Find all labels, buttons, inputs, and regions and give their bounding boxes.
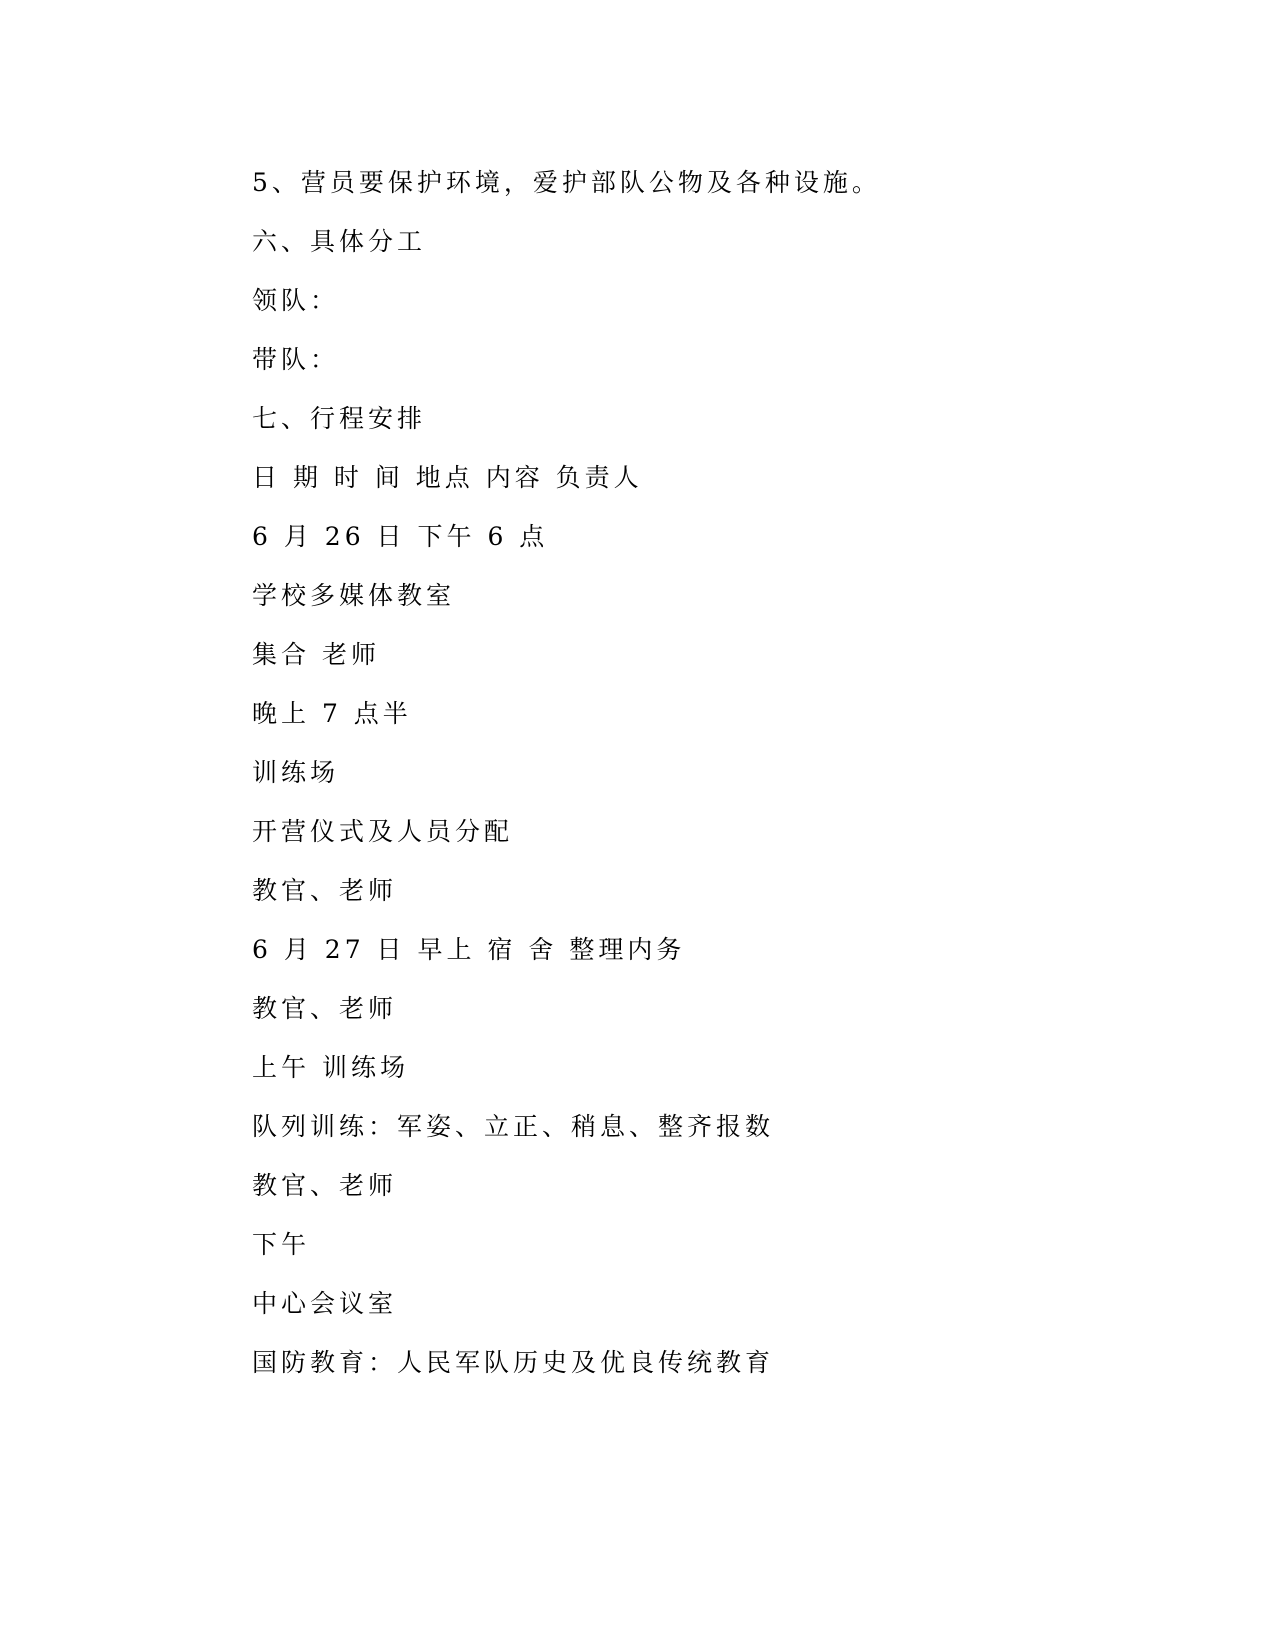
itinerary-line: 教官、老师 [252, 1171, 398, 1200]
itinerary-line: 教官、老师 [252, 876, 398, 905]
itinerary-header-line: 日 期 时 间 地点 内容 负责人 [252, 463, 643, 492]
itinerary-line: 上午 训练场 [252, 1053, 409, 1082]
itinerary-line: 队列训练：军姿、立正、稍息、整齐报数 [252, 1112, 775, 1141]
itinerary-line: 训练场 [252, 758, 340, 787]
section-heading-division-of-labor: 六、具体分工 [252, 227, 427, 256]
itinerary-line: 集合 老师 [252, 640, 380, 669]
itinerary-line: 6 月 26 日 下午 6 点 [252, 522, 549, 551]
itinerary-line: 晚上 7 点半 [252, 699, 412, 728]
team-leader-line: 领队： [252, 286, 340, 315]
rule-item-5: 5、营员要保护环境，爱护部队公物及各种设施。 [252, 168, 881, 197]
document-body [252, 163, 1152, 1402]
itinerary-line: 国防教育：人民军队历史及优良传统教育 [252, 1348, 775, 1377]
itinerary-line: 中心会议室 [252, 1289, 398, 1318]
itinerary-line: 教官、老师 [252, 994, 398, 1023]
itinerary-line: 下午 [252, 1230, 311, 1259]
itinerary-line: 开营仪式及人员分配 [252, 817, 514, 846]
section-heading-itinerary: 七、行程安排 [252, 404, 427, 433]
itinerary-line: 6 月 27 日 早上 宿 舍 整理内务 [252, 935, 686, 964]
itinerary-line: 学校多媒体教室 [252, 581, 456, 610]
group-leader-line: 带队： [252, 345, 340, 374]
